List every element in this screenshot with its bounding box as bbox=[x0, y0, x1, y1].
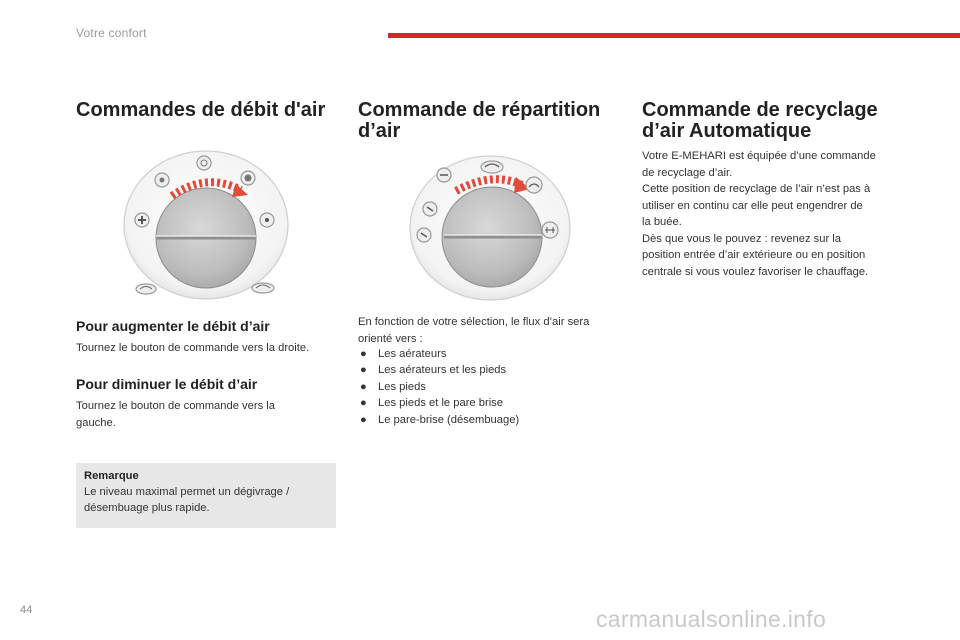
recycling-line-8: centrale si vous voulez favoriser le chauffage. bbox=[642, 265, 869, 278]
subheading-decrease-flow: Pour diminuer le débit d’air bbox=[76, 376, 258, 392]
recycling-line-3: Cette position de recyclage de l’air n’est pas à bbox=[642, 183, 871, 195]
text-distribution-intro-line2: orienté vers : bbox=[358, 332, 423, 345]
column-air-recycling bbox=[642, 100, 912, 142]
list-item: ● Les pieds et le pare brise bbox=[358, 395, 620, 411]
fan-high-icon bbox=[241, 171, 255, 185]
list-item: ● Le pare-brise (désembuage) bbox=[358, 412, 620, 428]
text-decrease-flow bbox=[76, 398, 338, 431]
section-title-air-distribution bbox=[358, 100, 620, 142]
note-line2: désembuage plus rapide. bbox=[84, 502, 210, 514]
list-item: ● Les aérateurs bbox=[358, 346, 620, 362]
section-title-air-recycling-line1: Commande de recyclage bbox=[642, 99, 878, 121]
list-item: ● Les aérateurs et les pieds bbox=[358, 362, 620, 378]
section-title-air-recycling-line2: d’air Automatique bbox=[642, 120, 812, 142]
text-decrease-flow-line2: gauche. bbox=[76, 416, 116, 429]
note-title: Remarque bbox=[84, 470, 139, 482]
section-title-air-recycling bbox=[642, 100, 912, 142]
vents-feet-icon bbox=[417, 228, 431, 242]
bullet-dot: ● bbox=[360, 397, 367, 410]
defrost-icon bbox=[252, 283, 274, 293]
text-decrease-flow-line1: Tournez le bouton de commande vers la bbox=[76, 400, 276, 412]
text-distribution-intro-line1: En fonction de votre sélection, le flux d’air sera bbox=[358, 316, 590, 328]
air-flow-knob-illustration bbox=[116, 150, 296, 300]
watermark: carmanualsonline.info bbox=[596, 606, 827, 632]
bullet-dot: ● bbox=[360, 364, 367, 377]
windscreen-icon bbox=[481, 161, 503, 173]
section-title-air-distribution-line2: d’air bbox=[358, 120, 401, 142]
subheading-increase-flow: Pour augmenter le débit d’air bbox=[76, 318, 270, 334]
header-title: Votre confort bbox=[76, 26, 147, 40]
distribution-options-list bbox=[358, 346, 620, 428]
fan-off-icon bbox=[135, 213, 149, 227]
air-flow-icon bbox=[136, 284, 156, 294]
column-air-distribution bbox=[358, 100, 620, 142]
note-box bbox=[76, 463, 336, 528]
air-distribution-knob-illustration bbox=[404, 155, 584, 305]
note-line1: Le niveau maximal permet un dégivrage / bbox=[84, 486, 290, 498]
recycling-line-7: position entrée d’air extérieure ou en position bbox=[642, 249, 866, 261]
text-air-recycling bbox=[642, 148, 917, 280]
list-item: ● Les pieds bbox=[358, 379, 620, 395]
vents-icon bbox=[437, 168, 451, 182]
bullet-dot: ● bbox=[360, 380, 367, 393]
feet-icon bbox=[423, 202, 437, 216]
rear-defrost-icon bbox=[542, 222, 558, 238]
bullet-dot: ● bbox=[360, 413, 367, 426]
text-increase-flow: Tournez le bouton de commande vers la droite. bbox=[76, 342, 310, 354]
fan-max-icon bbox=[260, 213, 274, 227]
recycling-line-1: Votre E-MEHARI est équipée d’une commande bbox=[642, 150, 876, 162]
page-number: 44 bbox=[20, 604, 33, 616]
bullet-dot: ● bbox=[360, 348, 367, 360]
text-distribution-intro bbox=[358, 314, 620, 347]
column-air-flow bbox=[76, 100, 338, 121]
recycling-line-2: de recyclage d’air. bbox=[642, 166, 733, 179]
recycling-line-5: la buée. bbox=[642, 216, 682, 228]
section-title-air-distribution-line1: Commande de répartition bbox=[358, 99, 601, 121]
recycling-line-4: utiliser en continu car elle peut engendrer de bbox=[642, 199, 863, 212]
demist-icon bbox=[526, 177, 542, 193]
fan-level-icon bbox=[197, 156, 211, 170]
fan-icon bbox=[155, 173, 169, 187]
section-title-air-flow: Commandes de débit d'air bbox=[76, 99, 326, 121]
recycling-line-6: Dès que vous le pouvez : revenez sur la bbox=[642, 232, 841, 245]
header-accent-bar bbox=[388, 33, 960, 38]
